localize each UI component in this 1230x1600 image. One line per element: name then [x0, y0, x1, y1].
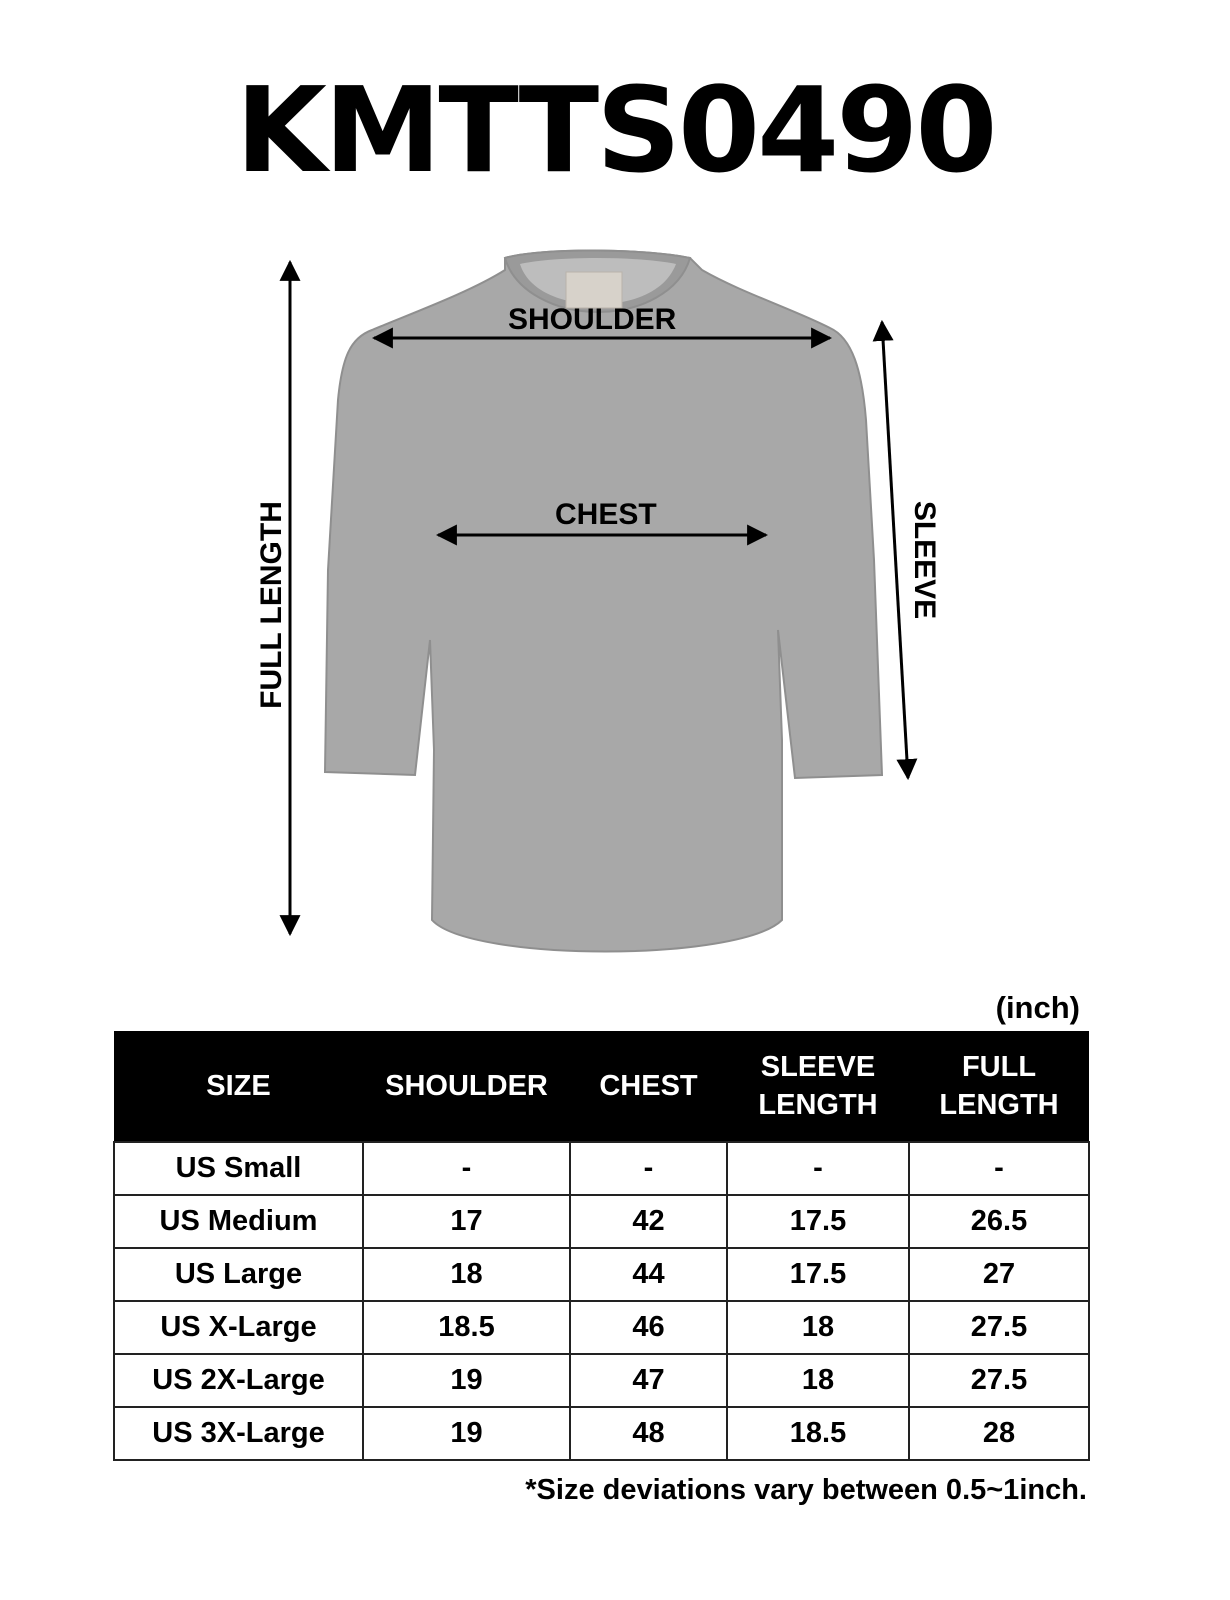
- cell-sleeve: 18: [727, 1354, 909, 1407]
- cell-chest: 44: [570, 1248, 727, 1301]
- cell-chest: -: [570, 1142, 727, 1195]
- chest-label: CHEST: [555, 498, 657, 531]
- header-chest: CHEST: [570, 1031, 727, 1142]
- cell-size: US Medium: [114, 1195, 363, 1248]
- table-row: [114, 1142, 1089, 1195]
- measurement-diagram: [0, 230, 1230, 1000]
- cell-size: US Large: [114, 1248, 363, 1301]
- unit-label: (inch): [995, 990, 1080, 1025]
- cell-chest: 48: [570, 1407, 727, 1460]
- cell-shoulder: -: [363, 1142, 570, 1195]
- table-row: [114, 1407, 1089, 1460]
- cell-size: US 2X-Large: [114, 1354, 363, 1407]
- header-size: SIZE: [114, 1031, 363, 1142]
- table-row: [114, 1354, 1089, 1407]
- full-length-label: FULL LENGTH: [255, 501, 288, 709]
- cell-chest: 46: [570, 1301, 727, 1354]
- size-deviation-note: *Size deviations vary between 0.5~1inch.: [525, 1474, 1087, 1506]
- table-row: [114, 1195, 1089, 1248]
- cell-sleeve: 17.5: [727, 1248, 909, 1301]
- sleeve-label: SLEEVE: [908, 500, 941, 620]
- cell-shoulder: 18: [363, 1248, 570, 1301]
- header-sleeve-length: SLEEVE LENGTH: [727, 1031, 909, 1142]
- cell-shoulder: 18.5: [363, 1301, 570, 1354]
- cell-shoulder: 19: [363, 1407, 570, 1460]
- cell-full: 26.5: [909, 1195, 1089, 1248]
- shirt-body: [325, 251, 882, 952]
- cell-full: -: [909, 1142, 1089, 1195]
- sleeve-arrow: [882, 322, 908, 778]
- cell-size: US Small: [114, 1142, 363, 1195]
- cell-sleeve: -: [727, 1142, 909, 1195]
- cell-size: US 3X-Large: [114, 1407, 363, 1460]
- cell-full: 28: [909, 1407, 1089, 1460]
- cell-sleeve: 17.5: [727, 1195, 909, 1248]
- header-full-length: FULL LENGTH: [909, 1031, 1089, 1142]
- product-code-title: KMTTS0490: [235, 61, 995, 199]
- cell-full: 27.5: [909, 1301, 1089, 1354]
- header-shoulder: SHOULDER: [363, 1031, 570, 1142]
- cell-sleeve: 18.5: [727, 1407, 909, 1460]
- cell-full: 27.5: [909, 1354, 1089, 1407]
- shoulder-label: SHOULDER: [508, 303, 677, 336]
- cell-shoulder: 19: [363, 1354, 570, 1407]
- cell-full: 27: [909, 1248, 1089, 1301]
- table-header-row: [114, 1031, 1089, 1142]
- cell-shoulder: 17: [363, 1195, 570, 1248]
- table-row: [114, 1248, 1089, 1301]
- cell-chest: 42: [570, 1195, 727, 1248]
- cell-chest: 47: [570, 1354, 727, 1407]
- table-row: [114, 1301, 1089, 1354]
- cell-size: US X-Large: [114, 1301, 363, 1354]
- cell-sleeve: 18: [727, 1301, 909, 1354]
- shirt-illustration: [0, 230, 1230, 1000]
- size-table: [113, 1031, 1090, 1461]
